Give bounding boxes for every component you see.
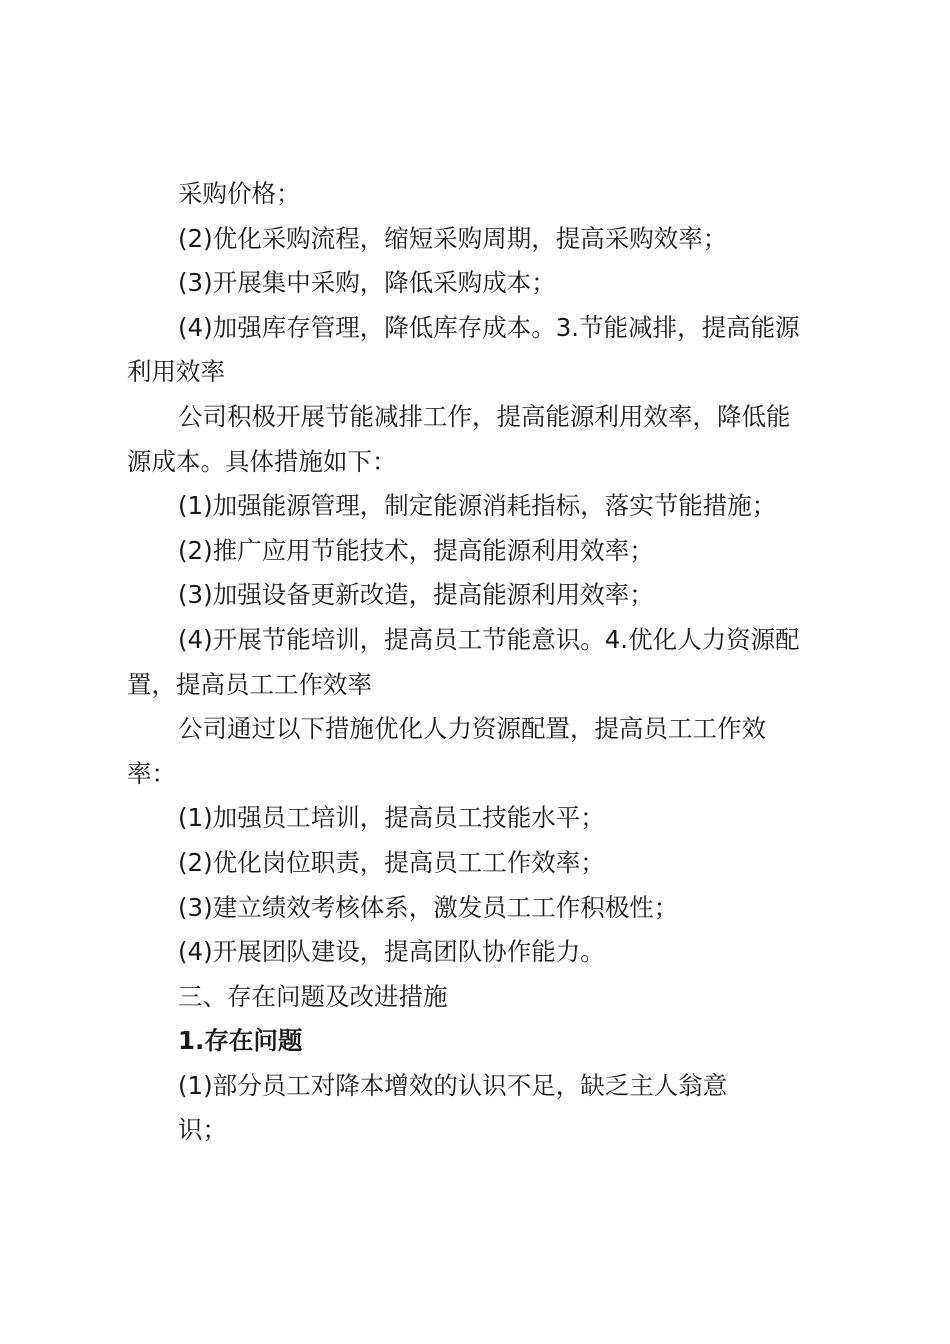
text-line: (4)开展团队建设，提高团队协作能力。: [178, 937, 605, 967]
text-line: 利用效率: [127, 357, 225, 387]
document-body: [127, 172, 832, 1153]
text-line: (1)加强员工培训，提高员工技能水平；: [178, 803, 605, 833]
text-line: (1)部分员工对降本增效的认识不足，缺乏主人翁意: [178, 1070, 728, 1100]
text-line: 识；: [178, 1115, 227, 1145]
text-line: (3)开展集中采购，降低采购成本；: [178, 268, 556, 298]
text-line: (3)建立绩效考核体系，激发员工工作积极性；: [178, 892, 679, 922]
text-line: (4)加强库存管理，降低库存成本。3.节能减排，提高能源: [178, 312, 800, 342]
text-line: 公司通过以下措施优化人力资源配置，提高员工工作效: [178, 714, 766, 744]
text-line: 率：: [127, 758, 176, 788]
text-line: (4)开展节能培训，提高员工节能意识。4.优化人力资源配: [178, 624, 800, 654]
text-line: (1)加强能源管理，制定能源消耗指标，落实节能措施；: [178, 491, 777, 521]
text-line: 源成本。具体措施如下：: [127, 446, 397, 476]
text-line: (2)优化岗位职责，提高员工工作效率；: [178, 847, 605, 877]
text-line: 公司积极开展节能减排工作，提高能源利用效率，降低能: [178, 401, 791, 431]
text-line: 采购价格；: [178, 179, 301, 208]
section-heading: 三、存在问题及改进措施: [178, 981, 448, 1011]
subsection-heading: 1.存在问题: [178, 1026, 303, 1056]
text-line: (3)加强设备更新改造，提高能源利用效率；: [178, 580, 654, 610]
text-line: (2)推广应用节能技术，提高能源利用效率；: [178, 535, 654, 565]
text-line: (2)优化采购流程，缩短采购周期，提高采购效率；: [178, 223, 728, 253]
text-line: 置，提高员工工作效率: [127, 669, 372, 699]
